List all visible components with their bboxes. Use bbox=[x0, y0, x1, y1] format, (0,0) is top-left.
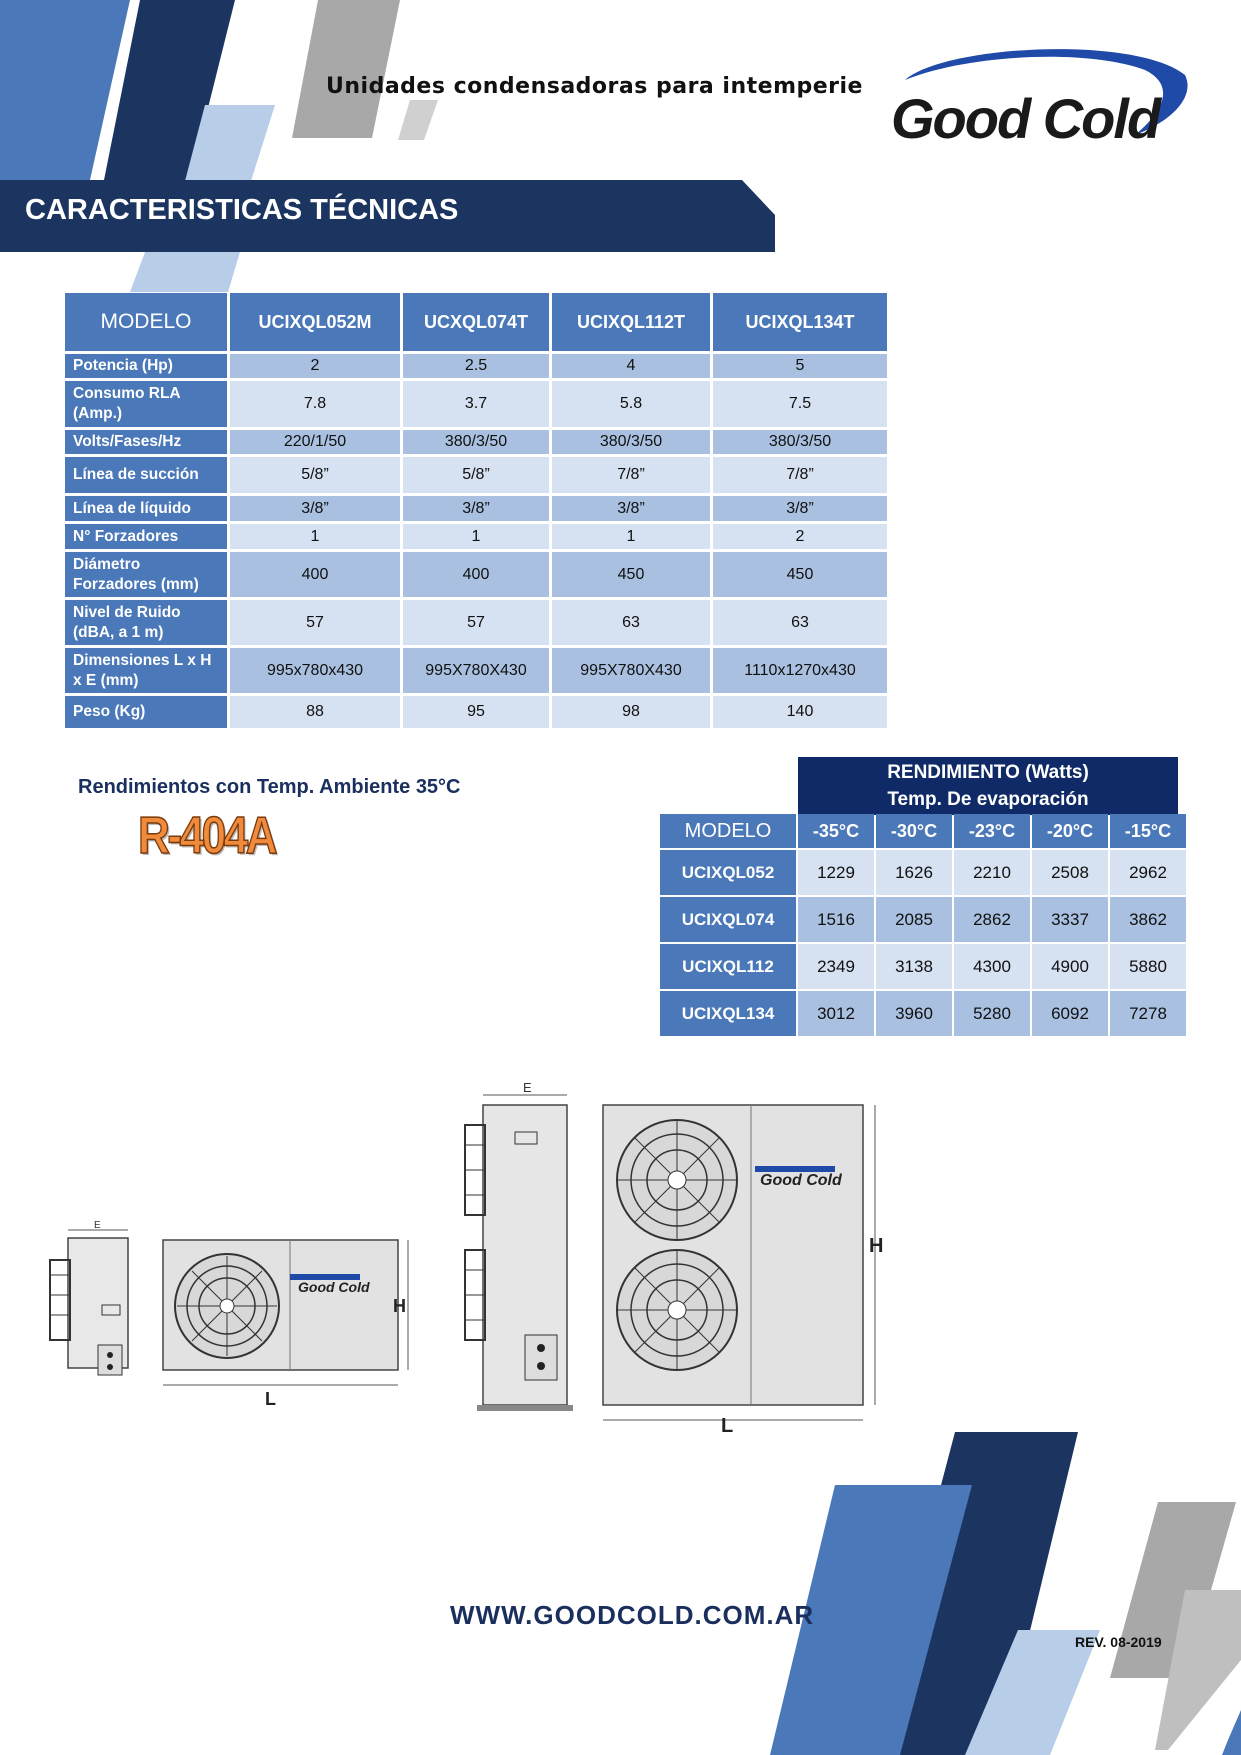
cell: 7/8” bbox=[552, 457, 710, 493]
large-dim-e: E bbox=[523, 1080, 532, 1095]
large-unit-drawing bbox=[455, 1080, 915, 1440]
table-row bbox=[65, 600, 887, 645]
cell: 4300 bbox=[954, 944, 1030, 989]
performance-title bbox=[798, 757, 1178, 815]
spec-header-col: UCIXQL112T bbox=[552, 293, 710, 351]
perf-header-temp: -30°C bbox=[876, 814, 952, 848]
cell: 98 bbox=[552, 696, 710, 728]
cell: 3/8” bbox=[552, 496, 710, 521]
perf-header-temp: -15°C bbox=[1110, 814, 1186, 848]
small-dim-e: E bbox=[94, 1220, 101, 1231]
cell: 7/8” bbox=[713, 457, 887, 493]
cell: 1229 bbox=[798, 850, 874, 895]
revision-label: REV. 08-2019 bbox=[1075, 1634, 1162, 1650]
fan-top bbox=[617, 1120, 737, 1240]
cell: 3.7 bbox=[403, 381, 549, 427]
cell: 2862 bbox=[954, 897, 1030, 942]
cell: 400 bbox=[230, 552, 400, 597]
table-row bbox=[65, 354, 887, 378]
cell: 1516 bbox=[798, 897, 874, 942]
cell: 2508 bbox=[1032, 850, 1108, 895]
cell: 450 bbox=[713, 552, 887, 597]
row-label: N° Forzadores bbox=[65, 524, 227, 549]
cell: 2 bbox=[230, 354, 400, 378]
small-unit-drawing bbox=[40, 1220, 420, 1430]
footer-decoration bbox=[0, 1420, 1241, 1755]
cell: 2 bbox=[713, 524, 887, 549]
perf-header-row bbox=[660, 814, 1186, 848]
cell: 3862 bbox=[1110, 897, 1186, 942]
large-dim-h: H bbox=[869, 1235, 884, 1257]
table-row bbox=[660, 850, 1186, 895]
cell: 4900 bbox=[1032, 944, 1108, 989]
row-label: Nivel de Ruido (dBA, a 1 m) bbox=[65, 600, 227, 645]
perf-model: UCIXQL112 bbox=[660, 944, 796, 989]
cell: 63 bbox=[552, 600, 710, 645]
cell: 1110x1270x430 bbox=[713, 648, 887, 693]
cell: 5880 bbox=[1110, 944, 1186, 989]
cell: 7.8 bbox=[230, 381, 400, 427]
cell: 3012 bbox=[798, 991, 874, 1036]
cell: 1 bbox=[230, 524, 400, 549]
perf-header-temp: -35°C bbox=[798, 814, 874, 848]
cell: 5.8 bbox=[552, 381, 710, 427]
cell: 1 bbox=[403, 524, 549, 549]
cell: 400 bbox=[403, 552, 549, 597]
cell: 88 bbox=[230, 696, 400, 728]
document-subtitle: Unidades condensadoras para intemperie bbox=[326, 74, 863, 99]
small-dim-l: L bbox=[265, 1389, 276, 1409]
small-unit-front-view bbox=[163, 1240, 408, 1385]
refrigerant-label: R-404A bbox=[138, 807, 276, 865]
cell: 450 bbox=[552, 552, 710, 597]
cell: 380/3/50 bbox=[552, 430, 710, 454]
table-row bbox=[65, 524, 887, 549]
table-row bbox=[65, 552, 887, 597]
large-unit-front-view bbox=[603, 1105, 875, 1420]
cell: 57 bbox=[403, 600, 549, 645]
table-row bbox=[65, 381, 887, 427]
cell: 2.5 bbox=[403, 354, 549, 378]
cell: 1626 bbox=[876, 850, 952, 895]
large-unit-brand: Good Cold bbox=[760, 1172, 842, 1189]
row-label: Consumo RLA (Amp.) bbox=[65, 381, 227, 427]
perf-header-model: MODELO bbox=[660, 814, 796, 848]
performance-title-line2: Temp. De evaporación bbox=[887, 789, 1089, 810]
cell: 995X780X430 bbox=[552, 648, 710, 693]
cell: 3/8” bbox=[230, 496, 400, 521]
cell: 63 bbox=[713, 600, 887, 645]
specifications-table bbox=[62, 290, 890, 731]
cell: 3960 bbox=[876, 991, 952, 1036]
performance-table bbox=[658, 812, 1188, 1038]
table-row bbox=[65, 648, 887, 693]
perf-header-temp: -23°C bbox=[954, 814, 1030, 848]
perf-model: UCIXQL134 bbox=[660, 991, 796, 1036]
row-label: Peso (Kg) bbox=[65, 696, 227, 728]
perf-header-temp: -20°C bbox=[1032, 814, 1108, 848]
table-row bbox=[660, 944, 1186, 989]
spec-header-col: UCXQL074T bbox=[403, 293, 549, 351]
website-link[interactable]: WWW.GOODCOLD.COM.AR bbox=[450, 1600, 815, 1630]
perf-model: UCIXQL052 bbox=[660, 850, 796, 895]
spec-header-col: UCIXQL052M bbox=[230, 293, 400, 351]
cell: 5/8” bbox=[403, 457, 549, 493]
cell: 7278 bbox=[1110, 991, 1186, 1036]
table-row bbox=[65, 696, 887, 728]
table-row bbox=[65, 496, 887, 521]
cell: 380/3/50 bbox=[713, 430, 887, 454]
perf-model: UCIXQL074 bbox=[660, 897, 796, 942]
cell: 3138 bbox=[876, 944, 952, 989]
cell: 380/3/50 bbox=[403, 430, 549, 454]
svg-text:Good Cold: Good Cold bbox=[891, 87, 1160, 150]
cell: 5280 bbox=[954, 991, 1030, 1036]
row-label: Línea de succión bbox=[65, 457, 227, 493]
cell: 6092 bbox=[1032, 991, 1108, 1036]
cell: 220/1/50 bbox=[230, 430, 400, 454]
cell: 1 bbox=[552, 524, 710, 549]
row-label: Potencia (Hp) bbox=[65, 354, 227, 378]
spec-header-row bbox=[65, 293, 887, 351]
cell: 95 bbox=[403, 696, 549, 728]
table-row bbox=[65, 430, 887, 454]
performance-title-line1: RENDIMIENTO (Watts) bbox=[887, 762, 1089, 783]
cell: 3337 bbox=[1032, 897, 1108, 942]
cell: 4 bbox=[552, 354, 710, 378]
cell: 3/8” bbox=[713, 496, 887, 521]
cell: 995x780x430 bbox=[230, 648, 400, 693]
goodcold-logo bbox=[885, 40, 1195, 150]
small-dim-h: H bbox=[393, 1296, 406, 1316]
cell: 2962 bbox=[1110, 850, 1186, 895]
spec-header-model: MODELO bbox=[65, 293, 227, 351]
row-label: Dimensiones L x H x E (mm) bbox=[65, 648, 227, 693]
cell: 57 bbox=[230, 600, 400, 645]
section-title: CARACTERISTICAS TÉCNICAS bbox=[25, 194, 459, 226]
performance-caption: Rendimientos con Temp. Ambiente 35°C bbox=[78, 776, 461, 798]
cell: 2085 bbox=[876, 897, 952, 942]
row-label: Volts/Fases/Hz bbox=[65, 430, 227, 454]
cell: 2349 bbox=[798, 944, 874, 989]
cell: 995X780X430 bbox=[403, 648, 549, 693]
table-row bbox=[660, 897, 1186, 942]
large-dim-l: L bbox=[721, 1415, 734, 1437]
table-row bbox=[65, 457, 887, 493]
cell: 7.5 bbox=[713, 381, 887, 427]
spec-header-col: UCIXQL134T bbox=[713, 293, 887, 351]
small-unit-brand: Good Cold bbox=[298, 1279, 370, 1295]
row-label: Diámetro Forzadores (mm) bbox=[65, 552, 227, 597]
small-unit-side-view bbox=[50, 1230, 128, 1375]
cell: 2210 bbox=[954, 850, 1030, 895]
fan-bottom bbox=[617, 1250, 737, 1370]
cell: 3/8” bbox=[403, 496, 549, 521]
table-row bbox=[660, 991, 1186, 1036]
row-label: Línea de líquido bbox=[65, 496, 227, 521]
cell: 140 bbox=[713, 696, 887, 728]
cell: 5/8” bbox=[230, 457, 400, 493]
large-unit-side-view bbox=[465, 1095, 573, 1411]
cell: 5 bbox=[713, 354, 887, 378]
